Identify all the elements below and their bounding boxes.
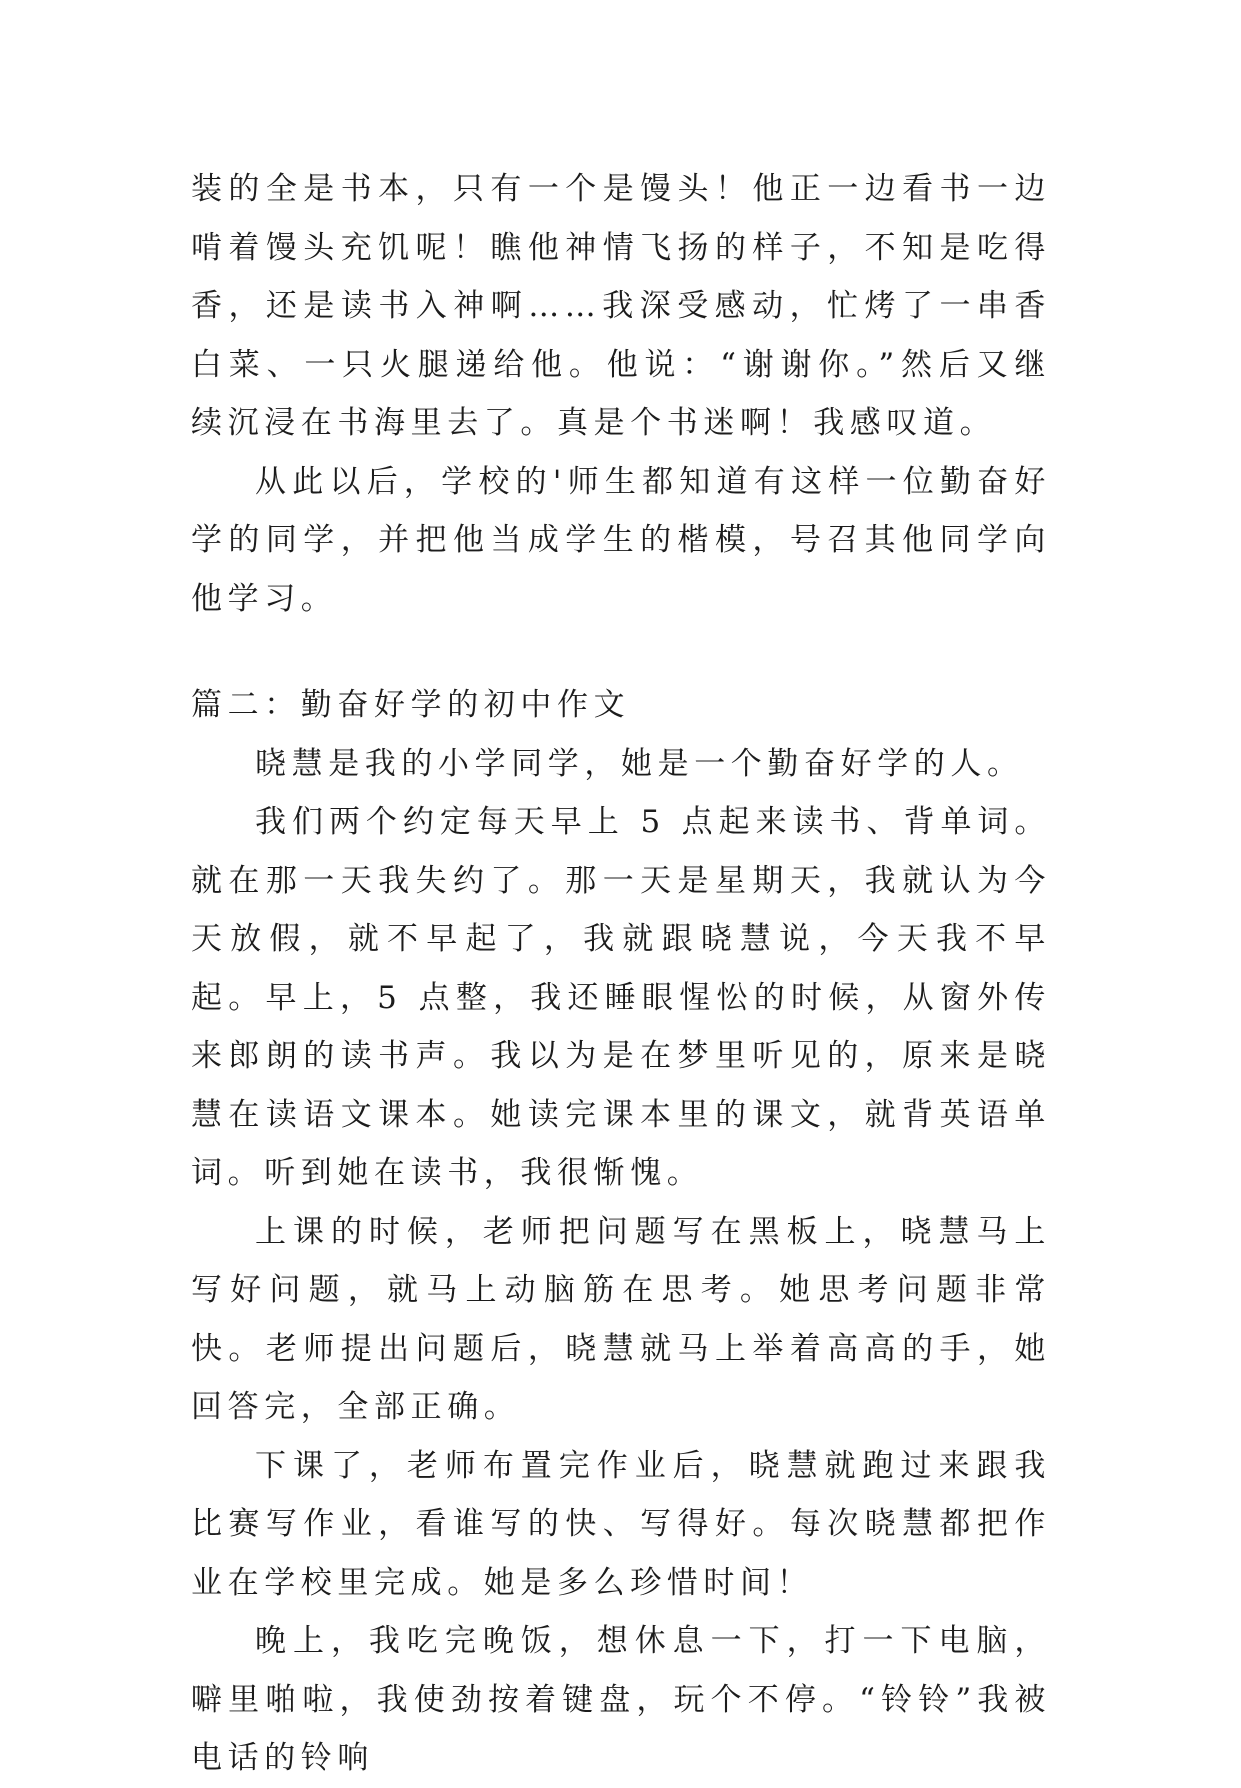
paragraph: 晚上，我吃完晚饭，想休息一下，打一下电脑，噼里啪啦，我使劲按着键盘，玩个不停。“铃铃”我被电话的铃响 [191,1623,1051,1776]
section-title: 篇二：勤奋好学的初中作文 [191,687,631,723]
paragraph: 上课的时候，老师把问题写在黑板上，晓慧马上写好问题，就马上动脑筋在思考。她思考问题非常快。老师提出问题后，晓慧就马上举着高高的手，她回答完，全部正确。 [191,1213,1051,1425]
paragraph: 晓慧是我的小学同学，她是一个勤奋好学的人。 [255,745,1024,782]
section-spacer [191,628,1051,676]
document-body [191,160,1051,1788]
paragraph: 从此以后，学校的'师生都知道有这样一位勤奋好学的同学，并把他当成学生的楷模，号召其他同学向他学习。 [191,463,1051,617]
paragraph: 我们两个约定每天早上 5 点起来读书、背单词。就在那一天我失约了。那一天是星期天，我就认为今天放假，就不早起了，我就跟晓慧说，今天我不早起。早上，5 点整，我还睡眼惺忪的时候，从窗外传来郎朗的读书声。我以为是在梦里听见的，原来是晓慧在读语文课本。她读完课本里的课文，就背英语单词。听到她在读书，我很惭愧。 [191,804,1051,1191]
paragraph: 下课了，老师布置完作业后，晓慧就跑过来跟我比赛写作业，看谁写的快、写得好。每次晓慧都把作业在学校里完成。她是多么珍惜时间！ [191,1447,1051,1601]
paragraph: 装的全是书本，只有一个是馒头！他正一边看书一边啃着馒头充饥呢！瞧他神情飞扬的样子，不知是吃得香，还是读书入神啊……我深受感动，忙烤了一串香白菜、一只火腿递给他。他说：“谢谢你。”然后又继续沉浸在书海里去了。真是个书迷啊！我感叹道。 [191,171,1051,441]
